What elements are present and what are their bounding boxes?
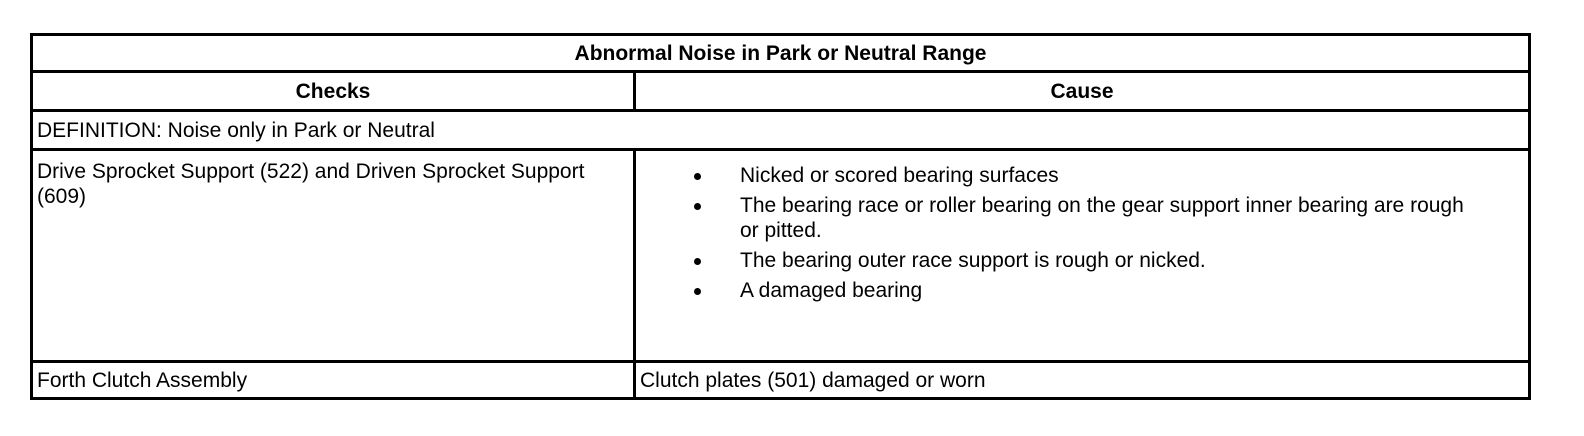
bullet-icon: [694, 258, 701, 265]
header-checks: Checks: [32, 72, 635, 111]
check-cell: Forth Clutch Assembly: [32, 362, 635, 399]
title-row: [32, 35, 1530, 72]
header-cause: Cause: [635, 72, 1530, 111]
cause-list: [640, 163, 1524, 303]
table-row: [32, 362, 1530, 399]
cause-text: The bearing outer race support is rough or nicked.: [740, 249, 1206, 272]
list-item: [740, 193, 1524, 243]
cause-text: A damaged bearing: [740, 279, 923, 302]
table-title: Abnormal Noise in Park or Neutral Range: [32, 35, 1530, 72]
definition-text: DEFINITION: Noise only in Park or Neutral: [32, 111, 1530, 150]
bullet-icon: [694, 288, 701, 295]
table-row: [32, 150, 1530, 362]
check-cell: Drive Sprocket Support (522) and Driven Sprocket Support (609): [32, 150, 635, 362]
cause-cell: [635, 150, 1530, 362]
definition-row: [32, 111, 1530, 150]
cause-cell: Clutch plates (501) damaged or worn: [635, 362, 1530, 399]
cause-text: The bearing race or roller bearing on the gear support inner bearing are rough or pitted.: [740, 194, 1464, 242]
list-item: [740, 278, 1524, 303]
diagnostic-table-container: [30, 33, 1528, 400]
list-item: [740, 248, 1524, 273]
bullet-icon: [694, 203, 701, 210]
bullet-icon: [694, 173, 701, 180]
diagnostic-table: [30, 33, 1531, 400]
header-row: [32, 72, 1530, 111]
cause-text: Nicked or scored bearing surfaces: [740, 164, 1059, 187]
list-item: [740, 163, 1524, 188]
